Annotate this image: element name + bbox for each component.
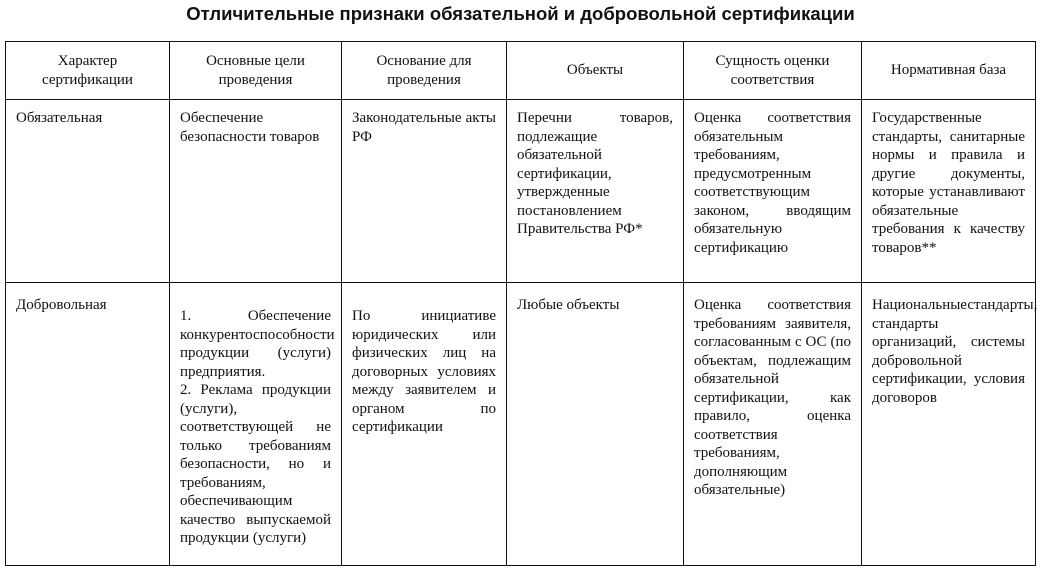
essence-cell: Оценка соответствия требованиям заявителя, согласованным с ОС (по объектам, подлежащим обязательной сертификации, как правило, оценка соответствия требованиям, дополняющим обязательные): [684, 283, 862, 566]
table-header-row: [6, 42, 1036, 100]
table-row: [6, 283, 1036, 566]
header-cell: Основные цели проведения: [170, 42, 342, 100]
table-title: Отличительные признаки обязательной и добровольной сертификации: [186, 3, 855, 24]
norms-cell: Государственные стандарты, санитарные нормы и правила и другие документы, которые устанавливают обязательные требования к качеству товаров**: [862, 100, 1036, 283]
basis-cell: Законодательные акты РФ: [342, 100, 507, 283]
basis-cell: По инициативе юридических или физических лиц на договорных условиях между заявителем и органом по сертификации: [342, 283, 507, 566]
objects-cell: Любые объекты: [507, 283, 684, 566]
norms-cell: Национальныестандарты, стандарты организаций, системы добровольной сертификации, условия договоров: [862, 283, 1036, 566]
header-cell: Объекты: [507, 42, 684, 100]
header-cell: Основание для проведения: [342, 42, 507, 100]
header-cell: Нормативная база: [862, 42, 1036, 100]
header-cell: Характер сертификации: [6, 42, 170, 100]
essence-cell: Оценка соответствия обязательным требованиям, предусмотренным соответствующим законом, вводящим обязательную сертификацию: [684, 100, 862, 283]
row-type-cell: Обязательная: [6, 100, 170, 283]
goals-cell: Обеспечение безопасности товаров: [170, 100, 342, 283]
goals-cell: 1. Обеспечение конкурентоспособности продукции (услуги) предприятия. 2. Реклама продукции (услуги), соответствующей не только требованиям безопасности, но и требованиям, обеспечивающим качество выпускаемой продукции (услуги): [170, 283, 342, 566]
table-row: [6, 100, 1036, 283]
row-type-cell: Добровольная: [6, 283, 170, 566]
header-cell: Сущность оценки соответствия: [684, 42, 862, 100]
certification-table: [5, 41, 1036, 566]
objects-cell: Перечни товаров, подлежащие обязательной сертификации, утвержденные постановлением Правительства РФ*: [507, 100, 684, 283]
